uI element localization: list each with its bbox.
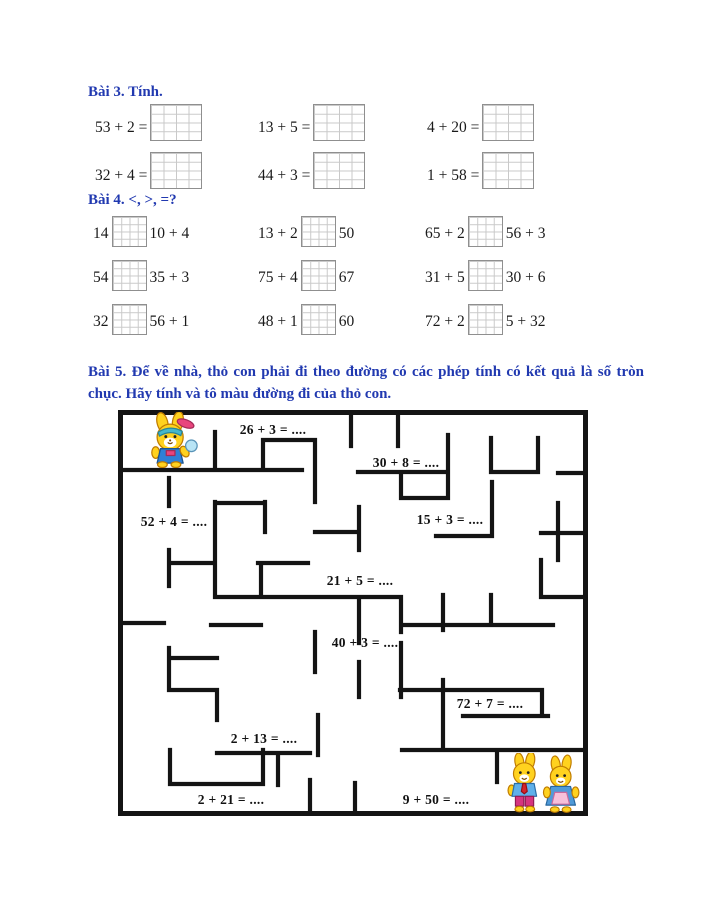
ex4-left: 72 + 2	[425, 313, 465, 330]
maze-problem-30-8: 30 + 8 = ....	[372, 455, 440, 470]
maze	[118, 410, 588, 816]
maze-problem-2-13: 2 + 13 = ....	[230, 731, 298, 746]
ex3-expression: 44 + 3 =	[258, 167, 311, 184]
ex4-left: 54	[93, 269, 109, 286]
maze-problem-72-7: 72 + 7 = ....	[456, 696, 524, 711]
ex3-expression: 4 + 20 =	[427, 119, 480, 136]
ex4-right: 56 + 1	[149, 313, 190, 330]
maze-problem-2-21: 2 + 21 = ....	[197, 792, 265, 807]
compare-grid	[301, 304, 336, 335]
ex4-right: 56 + 3	[505, 225, 546, 242]
ex4-left: 32	[93, 313, 109, 330]
maze-problem-52-4: 52 + 4 = ....	[140, 514, 208, 529]
ex3-expression: 13 + 5 =	[258, 119, 311, 136]
maze-problem-26-3: 26 + 3 = ....	[239, 422, 307, 437]
ex4-left: 65 + 2	[425, 225, 465, 242]
ex3-expression: 32 + 4 =	[95, 167, 148, 184]
ex4-right: 50	[338, 225, 355, 242]
ex4-problem	[258, 260, 354, 291]
ex4-right: 60	[338, 313, 355, 330]
ex3-problem	[427, 104, 534, 141]
ex4-problem	[425, 304, 546, 335]
ex4-problem	[258, 216, 354, 247]
answer-grid	[313, 152, 365, 189]
answer-grid	[150, 152, 202, 189]
maze-problem-15-3: 15 + 3 = ....	[416, 512, 484, 527]
answer-grid	[313, 104, 365, 141]
compare-grid	[112, 304, 147, 335]
ex4-right: 5 + 32	[505, 313, 546, 330]
ex4-right: 30 + 6	[505, 269, 546, 286]
ex4-problem	[258, 304, 354, 335]
ex4-right: 10 + 4	[149, 225, 190, 242]
ex3-problem	[258, 152, 365, 189]
ex3-problem	[95, 152, 202, 189]
maze-problem-9-50: 9 + 50 = ....	[402, 792, 470, 807]
ex4-problem	[93, 304, 189, 335]
exercise4-title: Bài 4. <, >, =?	[88, 192, 177, 208]
ex4-problem	[425, 260, 546, 291]
compare-grid	[112, 216, 147, 247]
rabbit-start-image	[128, 412, 220, 473]
ex4-left: 48 + 1	[258, 313, 298, 330]
ex4-left: 14	[93, 225, 109, 242]
ex3-problem	[95, 104, 202, 141]
answer-grid	[482, 104, 534, 141]
maze-problem-21-5: 21 + 5 = ....	[326, 573, 394, 588]
ex4-left: 13 + 2	[258, 225, 298, 242]
exercise5-title: Bài 5. Để về nhà, thỏ con phải đi theo đường có các phép tính có kết quả là số tròn chục. Hãy tính và tô màu đường đi của thỏ con.	[88, 364, 644, 402]
ex3-expression: 1 + 58 =	[427, 167, 480, 184]
compare-grid	[112, 260, 147, 291]
ex3-problem	[258, 104, 365, 141]
ex4-right: 35 + 3	[149, 269, 190, 286]
ex4-problem	[93, 260, 189, 291]
maze-problem-40-3: 40 + 3 = ....	[331, 635, 399, 650]
ex4-right: 67	[338, 269, 355, 286]
rabbit-family-image	[499, 753, 585, 819]
compare-grid	[468, 304, 503, 335]
exercise3-title: Bài 3. Tính.	[88, 84, 163, 100]
ex4-problem	[93, 216, 189, 247]
ex4-problem	[425, 216, 546, 247]
ex3-expression: 53 + 2 =	[95, 119, 148, 136]
ex4-left: 31 + 5	[425, 269, 465, 286]
answer-grid	[482, 152, 534, 189]
ex3-problem	[427, 152, 534, 189]
compare-grid	[468, 216, 503, 247]
compare-grid	[468, 260, 503, 291]
compare-grid	[301, 216, 336, 247]
compare-grid	[301, 260, 336, 291]
ex4-left: 75 + 4	[258, 269, 298, 286]
answer-grid	[150, 104, 202, 141]
